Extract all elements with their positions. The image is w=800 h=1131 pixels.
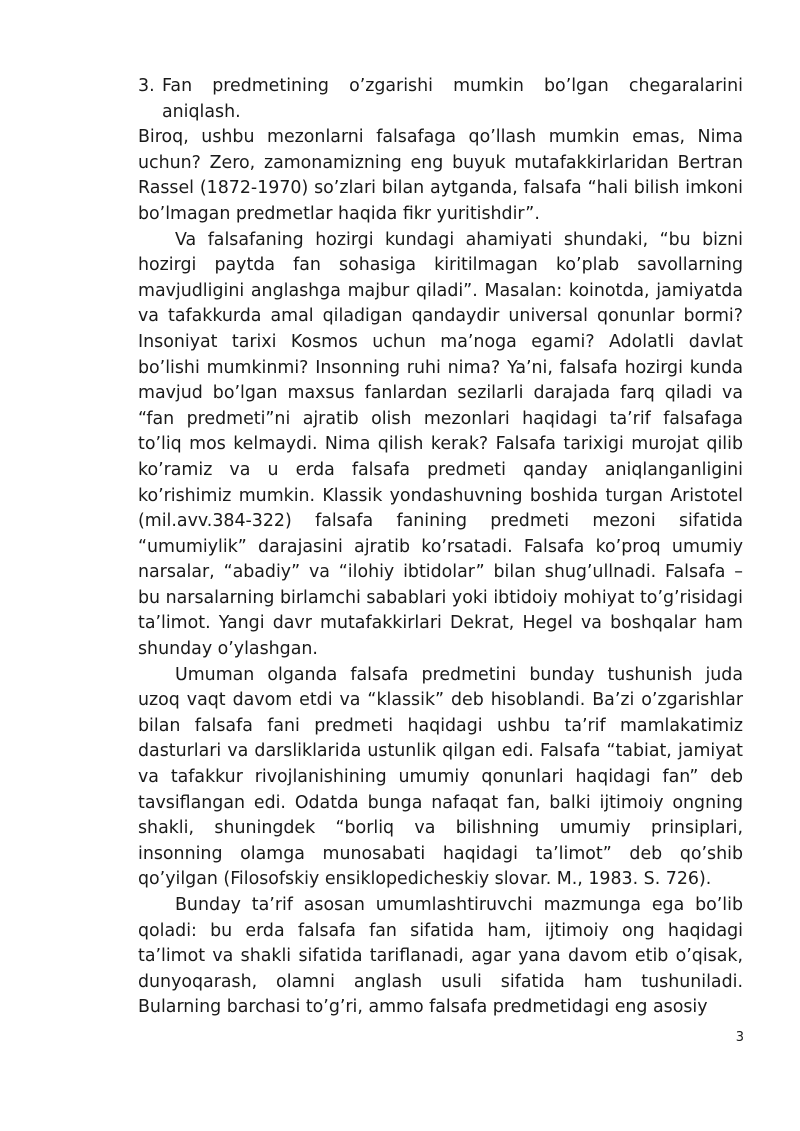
page-number: 3 bbox=[735, 1030, 744, 1045]
numbered-list-item bbox=[138, 74, 743, 125]
list-number: 3. bbox=[138, 76, 155, 96]
paragraph-1: Biroq, ushbu mezonlarni falsafaga qo’llash mumkin emas, Nima uchun? Zero, zamonamizning eng buyuk mutafakkirlaridan Bertran Rassel (1872-1970) so’zlari bilan aytganda, falsafa “hali bilish imkoni bo’lmagan predmetlar haqida fikr yuritishdir”. bbox=[138, 127, 743, 224]
list-item-text: Fan predmetining o’zgarishi mumkin bo’lgan chegaralarini aniqlash. bbox=[162, 76, 743, 122]
paragraph-4: Bunday ta’rif asosan umumlashtiruvchi mazmunga ega bo’lib qoladi: bu erda falsafa fan sifatida ham, ijtimoiy ong haqidagi ta’limot va shakli sifatida tariflanadi, agar yana davom etib o’qisak, dunyoqarash, olamni anglash usuli sifatida ham tushuniladi. Bularning barchasi to’g’ri, ammo falsafa predmetidagi eng asosiy bbox=[138, 895, 743, 1018]
paragraph-3: Umuman olganda falsafa predmetini bunday tushunish juda uzoq vaqt davom etdi va “klassik” deb hisoblandi. Ba’zi o’zgarishlar bilan falsafa fani predmeti haqidagi ushbu ta’rif mamlakatimiz dasturlari va darsliklarida ustunlik qilgan edi. Falsafa “tabiat, jamiyat va tafakkur rivojlanishining umumiy qonunlari haqidagi fan” deb tavsiflangan edi. Odatda bunga nafaqat fan, balki ijtimoiy ongning shakli, shuningdek “borliq va bilishning umumiy prinsiplari, insonning olamga munosabati haqidagi ta’limot” deb qo’shib qo’yilgan (Filosofskiy ensiklopedicheskiy slovar. M., 1983. S. 726). bbox=[138, 664, 743, 890]
document-page bbox=[138, 74, 743, 1021]
paragraph-2: Va falsafaning hozirgi kundagi ahamiyati shundaki, “bu bizni hozirgi paytda fan sohasiga kiritilmagan ko’plab savollarning mavjudligini anglashga majbur qiladi”. Masalan: koinotda, jamiyatda va tafakkurda amal qiladigan qandaydir universal qonunlar bormi? Insoniyat tarixi Kosmos uchun ma’noga egami? Adolatli davlat bo’lishi mumkinmi? Insonning ruhi nima? Ya’ni, falsafa hozirgi kunda mavjud bo’lgan maxsus fanlardan sezilarli darajada farq qiladi va “fan predmeti”ni ajratib olish mezonlari haqidagi ta’rif falsafaga to’liq mos kelmaydi. Nima qilish kerak? Falsafa tarixigi murojat qilib ko’ramiz va u erda falsafa predmeti qanday aniqlanganligini ko’rishimiz mumkin. Klassik yondashuvning boshida turgan Aristotel (mil.avv.384-322) falsafa fanining predmeti mezoni sifatida “umumiylik” darajasini ajratib ko’rsatadi. Falsafa ko’proq umumiy narsalar, “abadiy” va “ilohiy ibtidolar” bilan shug’ullnadi. Falsafa – bu narsalarning birlamchi sabablari yoki ibtidoiy mohiyat to’g’risidagi ta’limot. Yangi davr mutafakkirlari Dekrat, Hegel va boshqalar ham shunday o’ylashgan. bbox=[138, 229, 743, 660]
